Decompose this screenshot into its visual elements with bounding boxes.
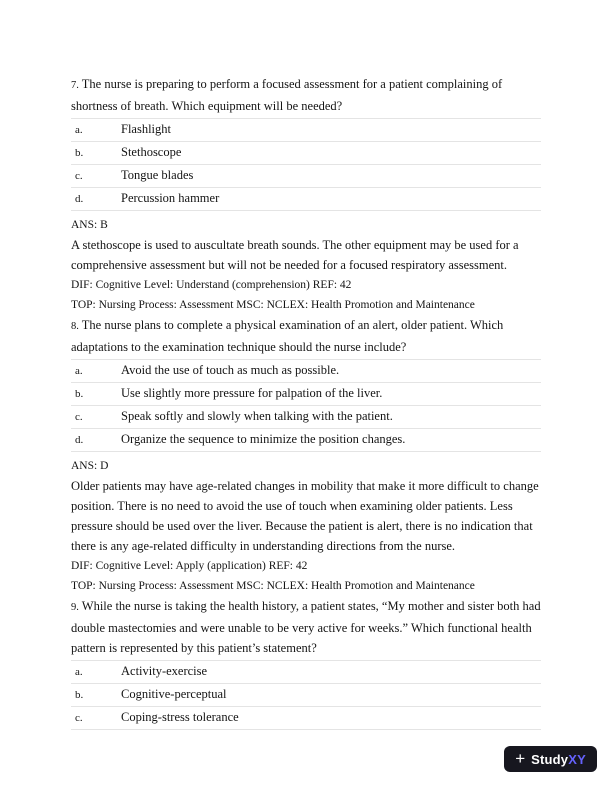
plus-icon: +	[515, 749, 526, 768]
question-body: The nurse plans to complete a physical examination of an alert, older patient. Which adaptations to the examination technique should the nurse include?	[71, 318, 504, 354]
option-row	[71, 165, 541, 188]
option-letter: d.	[75, 434, 84, 446]
option-letter: d.	[75, 193, 84, 205]
option-row	[71, 684, 541, 707]
option-text: Activity-exercise	[121, 664, 208, 678]
option-row	[71, 188, 541, 211]
option-text: Cognitive-perceptual	[121, 687, 227, 701]
option-letter: c.	[75, 411, 83, 423]
question-text	[71, 596, 541, 661]
option-letter: b.	[75, 147, 84, 159]
option-letter: b.	[75, 689, 84, 701]
studyxy-logo	[504, 746, 597, 772]
option-row	[71, 119, 541, 142]
option-text: Tongue blades	[121, 168, 194, 182]
option-letter: a.	[75, 365, 83, 377]
top-line: TOP: Nursing Process: Assessment MSC: NCLEX: Health Promotion and Maintenance	[71, 299, 475, 311]
option-letter: b.	[75, 388, 84, 400]
brand-xy: XY	[568, 751, 586, 767]
question-block-9	[71, 596, 541, 730]
dif-line: DIF: Cognitive Level: Understand (comprehension) REF: 42	[71, 279, 352, 291]
question-block-8	[71, 315, 541, 596]
option-text: Avoid the use of touch as much as possible.	[121, 363, 340, 377]
option-row	[71, 360, 541, 383]
page-content	[71, 74, 541, 730]
option-text: Stethoscope	[121, 145, 182, 159]
top-line: TOP: Nursing Process: Assessment MSC: NCLEX: Health Promotion and Maintenance	[71, 580, 475, 592]
question-body: The nurse is preparing to perform a focused assessment for a patient complaining of shortness of breath. Which equipment will be needed?	[71, 77, 503, 113]
option-text: Flashlight	[121, 122, 172, 136]
brand-text	[531, 752, 586, 767]
option-row	[71, 661, 541, 684]
rationale-text: A stethoscope is used to auscultate breath sounds. The other equipment may be used for a comprehensive assessment but will not be needed for a focused respiratory assessment.	[71, 238, 519, 272]
option-text: Organize the sequence to minimize the position changes.	[121, 432, 406, 446]
brand-study: Study	[531, 751, 569, 767]
option-row	[71, 406, 541, 429]
answer-line: ANS: B	[71, 219, 108, 231]
question-number: 9.	[71, 602, 79, 613]
question-body: While the nurse is taking the health history, a patient states, “My mother and sister both had double mastectomies and were unable to be very active for weeks.” Which functional health pattern is represented by this patient’s statement?	[71, 599, 541, 655]
answer-line: ANS: D	[71, 460, 109, 472]
dif-line: DIF: Cognitive Level: Apply (application) REF: 42	[71, 560, 308, 572]
question-text	[71, 315, 541, 360]
option-text: Use slightly more pressure for palpation of the liver.	[121, 386, 383, 400]
option-letter: c.	[75, 712, 83, 724]
option-row	[71, 142, 541, 165]
question-number: 8.	[71, 321, 79, 332]
question-number: 7.	[71, 80, 79, 91]
rationale-text: Older patients may have age-related changes in mobility that make it more difficult to change position. There is no need to avoid the use of touch when examining older patients. Less pressure should be used over the liver. Because the patient is alert, there is no indication that there is any age-related difficulty in understanding directions from the nurse.	[71, 479, 539, 553]
question-text	[71, 74, 541, 119]
option-text: Speak softly and slowly when talking with the patient.	[121, 409, 393, 423]
option-letter: c.	[75, 170, 83, 182]
option-text: Percussion hammer	[121, 191, 220, 205]
option-text: Coping-stress tolerance	[121, 710, 239, 724]
option-letter: a.	[75, 666, 83, 678]
option-row	[71, 429, 541, 452]
question-block-7	[71, 74, 541, 315]
option-row	[71, 383, 541, 406]
option-letter: a.	[75, 124, 83, 136]
option-row	[71, 707, 541, 730]
